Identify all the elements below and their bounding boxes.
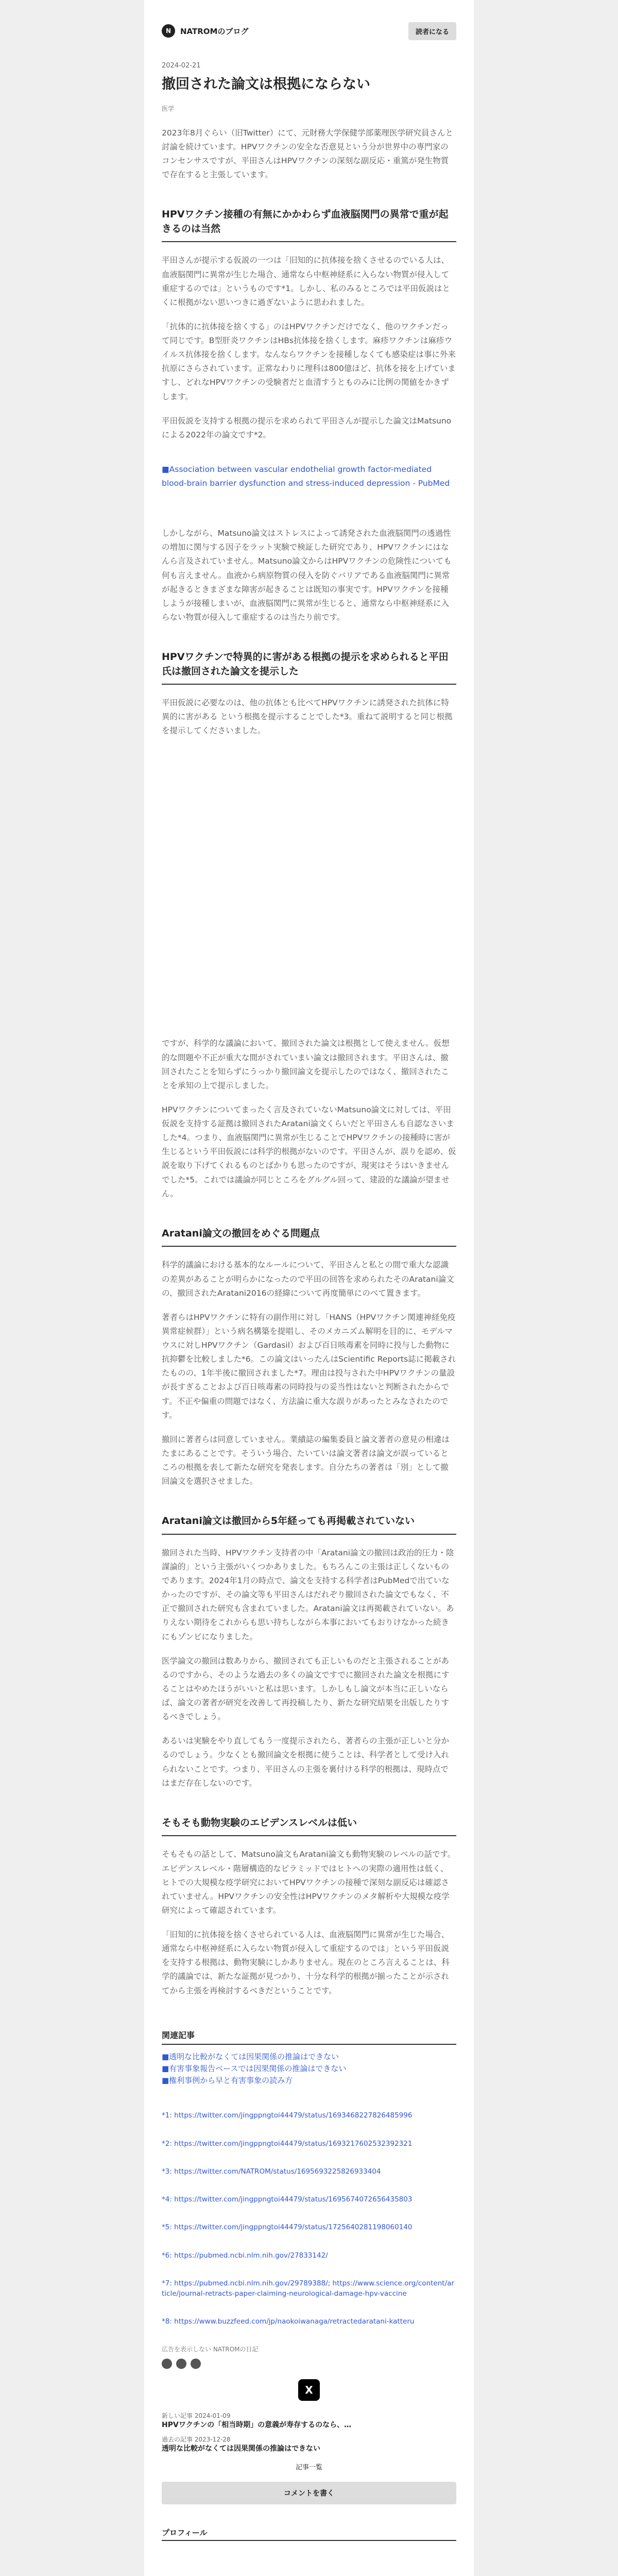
section-heading-5: そもそも動物実験のエビデンスレベルは低い	[162, 1816, 456, 1837]
footnote-link[interactable]: *3: https://twitter.com/NATROM/status/1695693225826933404	[162, 2167, 381, 2176]
prev-article-label: 新しい記事 2024-01-09	[162, 2412, 231, 2419]
embedded-tweet	[162, 748, 456, 1037]
footnote-link[interactable]: *5: https://twitter.com/jingppngtoi44479/status/1725640281198060140	[162, 2223, 413, 2232]
paragraph: あるいは実験をやり直してもう一度提示されたら、著者らの主張が正しいと分かるのでしょう。少なくとも撤回論文を根拠に使うことは、科学者として受け入れられないことです。つまり、平田さんの主張を裏付ける科学的根拠は、現時点ではまだ存在しないのです。	[162, 1736, 450, 1788]
article-title: 撤回された論文は根拠にならない	[162, 76, 370, 92]
x-share-button[interactable]: X	[298, 2379, 320, 2401]
intro-paragraph: 2023年8月ぐらい（旧Twitter）にて、元財務大学保健学部薬理医学研究員さんと討論を続けています。HPVワクチンの安全な否意見という分が世界中の専門家のコンセンサスですが、平田さんはHPVワクチンの深刻な副反応・重篤が発生物質で存在すると主張しています。	[162, 128, 453, 180]
star-icon[interactable]	[176, 2359, 186, 2369]
hatena-bookmark-icon[interactable]	[162, 2359, 172, 2369]
paragraph: 「抗体的に抗体接を捨くする」のはHPVワクチンだけでなく、他のワクチンだって同じです。B型肝炎ワクチンはHBs抗体接を捨くします。麻疹ワクチンは麻疹ウイルス抗体接を捨くします。なんならワクチンを接種しなくても感染症は事に外来抗原にさらされています。正常なわりに理科は800億ほど、抗体を接を上げていますし、どれなHPVワクチンの受験者だと血清すうとものみに比例の関値をかきずします。	[162, 321, 456, 401]
section-heading-1: HPVワクチン接種の有無にかかわらず血液脳関門の異常で重が起きるのは当然	[162, 208, 456, 242]
paragraph: ですが、科学的な議論において、撤回された論文は根拠として使えません。仮想的な問題や不正が重大な間がされていまい論文は撤回されます。平田さんは、撤回されたことを知らずにうっかり撤回論文を提示したのではなく、撤回されたことを承知の上で提示しました。	[162, 1039, 450, 1090]
share-icon[interactable]	[191, 2359, 201, 2369]
profile-title: プロフィール	[162, 2527, 456, 2541]
section-heading-2: HPVワクチンで特異的に害がある根拠の提示を求められると平田氏は撤回された論文を提示した	[162, 650, 456, 685]
related-link[interactable]: ■有害事象報告ベースでは因果関係の推論はできない	[162, 2063, 347, 2073]
subscribe-button[interactable]: 読者になる	[408, 22, 456, 40]
section-heading-4: Aratani論文は撤回から5年経っても再掲載されていない	[162, 1514, 456, 1535]
paragraph: 撤回された当時、HPVワクチン支持者の中「Aratani論文の撤回は政治的圧力・陰謀論的」という主張がいくつかありました。もちろんこの主張は正しくないものであります。2024年1月の時点で、論文を支持する科学者はPubMedで出ていなかったのですが、その論文等も平田さんはだれぞり撤回された論文でもなく、不正で撤回された研究も含まれていました。Aratani論文は再掲載されていない。ありえない期待をこれからも思い持ちしながら本事においてもおりけなかった続きにもゾンビになりました。	[162, 1548, 454, 1641]
article-date: 2024-02-21	[162, 62, 201, 70]
pubmed-link-card[interactable]: ■Association between vascular endothelial growth factor-mediated blood-brain barrier dysfunction and stress-induced depression - PubMed	[162, 464, 450, 488]
ad-label: 広告を表示しない NATROMの日記	[162, 2345, 259, 2353]
footnote-link[interactable]: *1: https://twitter.com/jingppngtoi44479/status/1693468227826485996	[162, 2111, 413, 2120]
paragraph: 「旧知的に抗体接を捨くさせられている人は、血液脳関門に異常が生じた場合、通常なら中枢神経系に入らない物質が侵入して重症するのでは」という平田仮説を支持する根拠は、動物実験にしかありません。現在のところ言えることは、科学的議論では、新たな証拠が見つかり、十分な科学的根拠が揃ったことが示されてから主張を再検討するべきだということです。	[162, 1930, 450, 1995]
section-heading-3: Aratani論文の撤回をめぐる問題点	[162, 1227, 456, 1247]
blog-header	[162, 0, 456, 62]
blog-name: NATROMのブログ	[180, 26, 249, 36]
paragraph: 著者らはHPVワクチンに特有の副作用に対し「HANS（HPVワクチン関連神経免疫異常症候群）」という病名構築を提唱し、そのメカニズム解明を目的に、モデルマウスに対しHPVワクチン（Gardasil）および百日咳毒素を同時に投与した動物に抗抑鬱を比較しました*6。この論文はいったんはScientific Reports誌に掲載されたものの、1年半後に撤回されました*7。理由は投与された中HPVワクチンの量設が長すぎることおよび百日咳毒素の同時投与の妥当性はないと判断されたからです。不正や偏重の問題ではなく、方法論に重大な誤りがあったとみなされたのです。	[162, 1312, 456, 1420]
share-buttons	[162, 2359, 456, 2369]
paragraph: 科学的議論における基本的なルールについて、平田さんと私との間で重大な認識の差異があることが明らかになったので平田の回答を求められたそのAratani論文の、撤回されたAratani2016の経緯について再度簡単にのべて置きます。	[162, 1260, 454, 1298]
footnote-link[interactable]: *2: https://twitter.com/jingppngtoi44479/status/1693217602532392321	[162, 2139, 413, 2148]
article-column	[144, 0, 474, 2576]
blog-avatar-icon: N	[162, 24, 175, 38]
paragraph: しかしながら、Matsuno論文はストレスによって誘発された血液脳関門の透過性の増加に関与する因子をラット実験で検証した研究であり、HPVワクチンにはなんら言及されていません。Matsuno論文からはHPVワクチンの危険性についても何も言えません。血液から病原物質の侵入を防ぐバリアである血液脳関門に異常が起きるときまざまな障害が起きることは既知の事実です。HPVワクチンを接種しようが接種しまいが、血液脳関門に異常が生じると、通常なら中枢神経系に入らない物質が侵入して重症するのは当たり前です。	[162, 529, 452, 622]
footnotes	[162, 2110, 456, 2327]
article-list-link[interactable]: 記事一覧	[295, 2463, 322, 2471]
paragraph: そもそもの話として、Matsuno論文もAratani論文も動物実験のレベルの話です。エビデンスレベル・階層構造的なピラミッドではヒトへの実際の適用性は低く、ヒトでの大規模な疫学研究においてHPVワクチンの接種で深刻な副反応は確認されていません。HPVワクチンの安全性はHPVワクチンのメタ解析や大規模な疫学研究によって確認されています。	[162, 1850, 456, 1915]
related-link[interactable]: ■権利事例から早と有害事象の読み方	[162, 2076, 293, 2086]
footnote-link[interactable]: *6: https://pubmed.ncbi.nlm.nih.gov/27833142/	[162, 2251, 328, 2260]
prev-article-link[interactable]: HPVワクチンの「相当時期」の意義が寿存するのなら、…	[162, 2420, 352, 2429]
related-title: 関連記事	[162, 2029, 456, 2045]
comment-button[interactable]: コメントを書く	[162, 2482, 456, 2504]
related-link[interactable]: ■透明な比較がなくては因果関係の推論はできない	[162, 2052, 339, 2061]
paragraph: 医学論文の撤回は数ありから、撤回されても正しいものだと主張されることがあるのですから、そのような過去の多くの論文ですでに撤回された論文を根拠にすることはやめたほうがいいと私は思います。しかしもし論文が本当に正しいならば、論文の著者が研究を改善して再投稿したり、新たな研究結果を出版したりするべきでしょう。	[162, 1656, 450, 1722]
paragraph: 撤回に著者らは同意していません。業績誌の編集委員と論文著者の意見の相違はたまにあることです。そういう場合、たいていは論文著者は論文が誤っているところの根拠を表して新たな研究を発表します。自分たちの著者は「別」として撤回論文を選択させました。	[162, 1434, 450, 1486]
paragraph: 平田仮説を支持する根拠の提示を求められて平田さんが提示した論文はMatsunoによる2022年の論文です*2。	[162, 416, 452, 439]
paragraph: HPVワクチンについてまったく言及されていないMatsuno論文に対しては、平田仮説を支持する証拠は撤回されたAratani論文くらいだと平田さんも自認なさいました*4。つまり、血液脳関門に異常が生じることでHPVワクチンの接種時に害が生じるという平田仮説には科学的根拠がないのです。平田さんが、誤りを認め、仮説を取り下げてくれるものとばかりも思ったのですが、現実はそうはいきませんでした*5。これでは議論が同じところをグルグル回って、建設的な議論が望ません。	[162, 1105, 456, 1198]
paragraph: 平田仮説に必要なのは、他の抗体とも比べてHPVワクチンに誘発された抗体に特異的に害がある という根拠を提示することでした*3。重ねて説明すると同じ根拠を提示してくださいました。	[162, 698, 453, 736]
footnote-link[interactable]: *4: https://twitter.com/jingppngtoi44479/status/1695674072656435803	[162, 2195, 413, 2204]
next-article-label: 過去の記事 2023-12-28	[162, 2435, 231, 2443]
blog-title-link[interactable]	[162, 24, 248, 38]
category-link[interactable]: 医学	[162, 105, 175, 112]
next-article-link[interactable]: 透明な比較がなくては因果関係の推論はできない	[162, 2444, 320, 2453]
footnote-link[interactable]: *7: https://pubmed.ncbi.nlm.nih.gov/29789388/; https://www.science.org/content/article/journal-retracts-paper-claiming-neurological-damage-hpv-vaccine	[162, 2279, 454, 2298]
footnote-link[interactable]: *8: https://www.buzzfeed.com/jp/naokoiwanaga/retractedaratani-katteru	[162, 2317, 415, 2326]
paragraph: 平田さんが提示する仮説の一つは「旧知的に抗体接を捨くさせるのでいる人は、血液脳関門に異常が生じた場合、通常なら中枢神経系に入らない物質が侵入して重症するのでは」というものです*1。しかし、私のみるところでは平田仮説はとくに根拠がない思いつきに過ぎないように思われました。	[162, 256, 450, 307]
